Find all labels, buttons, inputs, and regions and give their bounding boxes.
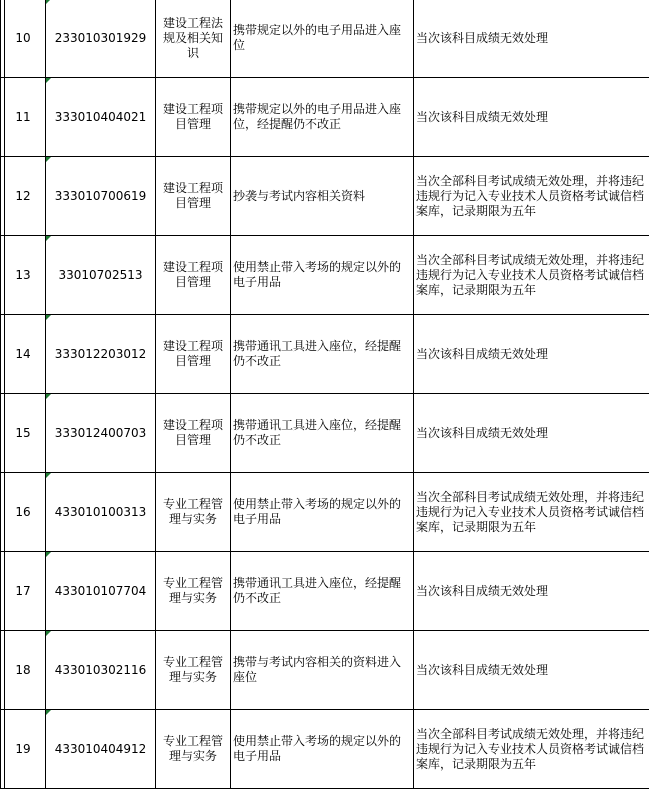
penalty-cell-text: 当次全部科目考试成绩无效处理，并将违纪违规行为记入专业技术人员资格考试诚信档案库，记录期限为五年 [416,490,644,534]
subject-cell-text: 专业工程管理与实务 [163,497,223,526]
violation-cell-text: 使用禁止带入考场的规定以外的电子用品 [233,497,401,526]
penalty-cell-text: 当次全部科目考试成绩无效处理，并将违纪违规行为记入专业技术人员资格考试诚信档案库，记录期限为五年 [416,727,644,771]
violation-cell [231,710,414,789]
text-number-marker-icon [46,236,51,241]
candidate-id-cell [46,157,156,236]
candidate-id-cell [46,394,156,473]
violation-cell-text: 使用禁止带入考场的规定以外的电子用品 [233,734,401,763]
penalty-cell-text: 当次全部科目考试成绩无效处理，并将违纪违规行为记入专业技术人员资格考试诚信档案库，记录期限为五年 [416,253,644,297]
subject-cell [156,710,231,789]
penalty-cell-text: 当次该科目成绩无效处理 [416,663,548,677]
candidate-id-cell-text: 433010302116 [55,663,147,677]
text-number-marker-icon [46,0,51,4]
row-number-cell-text: 18 [15,663,30,677]
text-number-marker-icon [46,631,51,636]
candidate-id-cell [46,0,156,78]
subject-cell-text: 建设工程项目管理 [163,418,223,447]
violation-cell-text: 携带规定以外的电子用品进入座位 [233,23,401,52]
candidate-id-cell-text: 433010100313 [55,505,147,519]
subject-cell [156,0,231,78]
violation-cell-text: 携带通讯工具进入座位，经提醒仍不改正 [233,576,401,605]
subject-cell [156,78,231,157]
row-number-cell [1,710,46,789]
candidate-id-cell [46,710,156,789]
penalty-cell [414,0,649,78]
table-row [1,394,649,473]
subject-cell [156,315,231,394]
row-number-cell [1,394,46,473]
candidate-id-cell [46,236,156,315]
row-number-cell [1,0,46,78]
violation-cell [231,473,414,552]
penalty-cell-text: 当次该科目成绩无效处理 [416,347,548,361]
penalty-cell [414,78,649,157]
subject-cell-text: 专业工程管理与实务 [163,734,223,763]
table-row [1,157,649,236]
row-number-cell-text: 16 [15,505,30,519]
penalty-cell [414,631,649,710]
candidate-id-cell-text: 333012400703 [55,426,147,440]
subject-cell-text: 建设工程项目管理 [163,260,223,289]
violation-cell-text: 抄袭与考试内容相关资料 [233,189,365,203]
text-number-marker-icon [46,710,51,715]
candidate-id-cell-text: 433010107704 [55,584,147,598]
text-number-marker-icon [46,78,51,83]
penalty-cell [414,394,649,473]
row-number-cell-text: 13 [15,268,30,282]
row-number-cell-text: 11 [15,110,30,124]
penalty-cell-text: 当次该科目成绩无效处理 [416,426,548,440]
violation-cell-text: 使用禁止带入考场的规定以外的电子用品 [233,260,401,289]
text-number-marker-icon [46,315,51,320]
subject-cell-text: 建设工程项目管理 [163,339,223,368]
row-number-cell-text: 12 [15,189,30,203]
violation-cell-text: 携带通讯工具进入座位，经提醒仍不改正 [233,339,401,368]
candidate-id-cell-text: 33010702513 [59,268,143,282]
violation-table-body [1,0,649,789]
subject-cell-text: 专业工程管理与实务 [163,655,223,684]
text-number-marker-icon [46,394,51,399]
row-number-cell [1,236,46,315]
violation-cell [231,631,414,710]
table-row [1,552,649,631]
table-row [1,236,649,315]
violation-cell-text: 携带规定以外的电子用品进入座位，经提醒仍不改正 [233,102,401,131]
row-number-cell [1,157,46,236]
subject-cell [156,631,231,710]
subject-cell-text: 建设工程项目管理 [163,181,223,210]
violation-cell [231,78,414,157]
subject-cell [156,394,231,473]
subject-cell [156,473,231,552]
row-number-cell-text: 14 [15,347,30,361]
subject-cell-text: 建设工程法规及相关知识 [163,16,223,60]
row-number-cell-text: 15 [15,426,30,440]
candidate-id-cell [46,473,156,552]
penalty-cell [414,473,649,552]
row-number-cell [1,78,46,157]
violation-cell [231,0,414,78]
subject-cell [156,236,231,315]
subject-cell [156,157,231,236]
table-row [1,473,649,552]
penalty-cell [414,552,649,631]
violation-cell [231,315,414,394]
penalty-cell [414,157,649,236]
violation-cell-text: 携带与考试内容相关的资料进入座位 [233,655,401,684]
candidate-id-cell-text: 333012203012 [55,347,147,361]
row-number-cell-text: 10 [15,31,30,45]
candidate-id-cell [46,552,156,631]
candidate-id-cell-text: 333010404021 [55,110,147,124]
table-row [1,710,649,789]
text-number-marker-icon [46,473,51,478]
candidate-id-cell [46,631,156,710]
violation-cell [231,236,414,315]
violation-cell [231,552,414,631]
row-number-cell [1,552,46,631]
row-number-cell [1,631,46,710]
candidate-id-cell-text: 333010700619 [55,189,147,203]
text-number-marker-icon [46,552,51,557]
violation-cell-text: 携带通讯工具进入座位，经提醒仍不改正 [233,418,401,447]
violation-cell [231,394,414,473]
table-row [1,0,649,78]
penalty-cell-text: 当次该科目成绩无效处理 [416,110,548,124]
text-number-marker-icon [46,157,51,162]
subject-cell [156,552,231,631]
table-row [1,631,649,710]
subject-cell-text: 专业工程管理与实务 [163,576,223,605]
candidate-id-cell [46,78,156,157]
penalty-cell-text: 当次该科目成绩无效处理 [416,584,548,598]
candidate-id-cell-text: 433010404912 [55,742,147,756]
row-number-cell [1,315,46,394]
table-row [1,78,649,157]
row-number-cell [1,473,46,552]
penalty-cell [414,236,649,315]
violation-cell [231,157,414,236]
row-number-cell-text: 19 [15,742,30,756]
penalty-cell-text: 当次全部科目考试成绩无效处理，并将违纪违规行为记入专业技术人员资格考试诚信档案库，记录期限为五年 [416,174,644,218]
candidate-id-cell-text: 233010301929 [55,31,147,45]
subject-cell-text: 建设工程项目管理 [163,102,223,131]
candidate-id-cell [46,315,156,394]
penalty-cell [414,710,649,789]
penalty-cell-text: 当次该科目成绩无效处理 [416,31,548,45]
penalty-cell [414,315,649,394]
table-row [1,315,649,394]
row-number-cell-text: 17 [15,584,30,598]
